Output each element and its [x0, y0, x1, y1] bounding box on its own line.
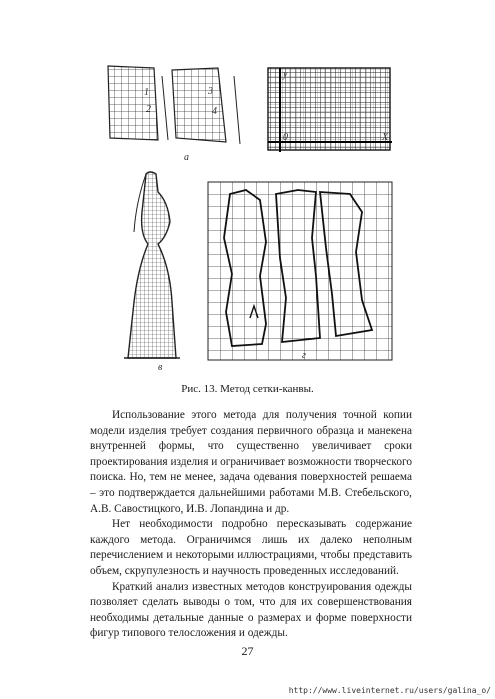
panel-a-grids — [108, 66, 240, 144]
paragraph-3: Краткий анализ известных методов конструирования одежды позволяет сделать выводы о том, что для их совершенствования необходимы детальные данные о размерах и форме поверхности фигур типового телосложения и одежды. — [90, 580, 412, 640]
watermark-url: http://www.liveinternet.ru/users/galina_o/ — [288, 686, 491, 695]
label-v: в — [158, 362, 163, 373]
axis-origin-label: 0 — [283, 132, 288, 143]
axis-y-label: у — [283, 69, 288, 80]
panel-g-pattern — [208, 182, 392, 360]
figure-caption: Рис. 13. Метод сетки-канвы. — [181, 383, 314, 395]
main-text — [90, 408, 412, 642]
mark-1: 1 — [144, 87, 149, 98]
label-a: а — [184, 152, 189, 163]
page-number: 27 — [241, 644, 254, 658]
axis-x-label: Х — [382, 132, 389, 143]
label-g: г — [302, 350, 306, 361]
mark-4: 4 — [212, 106, 217, 117]
paragraph-1: Использование этого метода для получения точной копии модели изделия требует создания первичного образца и манекена внутренней формы, что существенно увеличивает сроки проектирования изделия и ограничивает возможности творческого поиска. Но, тем не менее, задача одевания поверхностей решаема – это подтверждается дальнейшими работами М.В. Стебельского, А.В. Савостицкого, И.В. Лопандина и др. — [90, 409, 412, 515]
paragraph-2: Нет необходимости подробно пересказывать содержание каждого метода. Ограничимся лишь их далеко неполным перечислением и некоторыми иллюстрациями, чтобы представить объем, скрупулезность и научность проведенных исследований. — [90, 518, 412, 577]
figure-canvas-method — [100, 62, 400, 374]
mark-2: 2 — [146, 104, 151, 115]
mark-3: 3 — [208, 86, 213, 97]
panel-v-mannequin — [124, 172, 180, 358]
